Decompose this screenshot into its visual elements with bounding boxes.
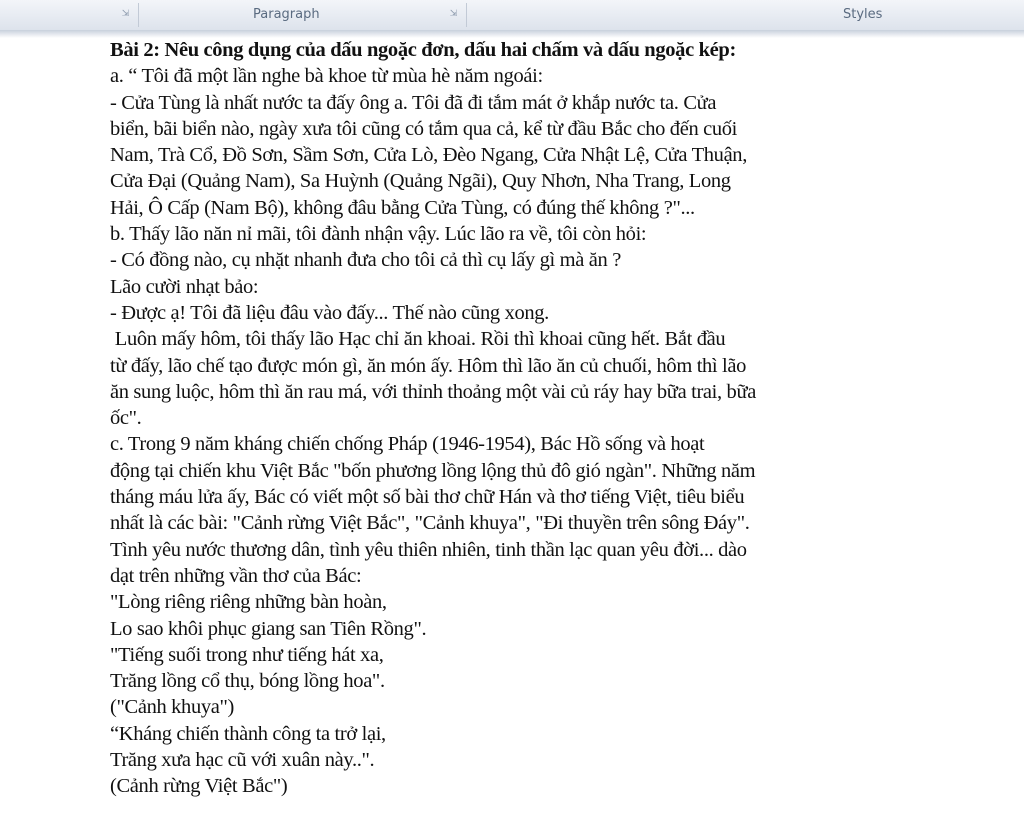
document-heading: Bài 2: Nêu công dụng của dấu ngoặc đơn, dấu hai chấm và dấu ngoặc kép: <box>110 39 736 61</box>
poem-line: Lo sao khôi phục giang san Tiên Rồng". <box>110 617 427 640</box>
document-line: Lão cười nhạt bảo: <box>110 275 259 298</box>
document-body[interactable] <box>110 37 910 800</box>
document-line: Luôn mấy hôm, tôi thấy lão Hạc chỉ ăn khoai. Rồi thì khoai cũng hết. Bắt đầu <box>110 328 726 351</box>
ribbon-divider <box>138 3 139 27</box>
paragraph-group-label: Paragraph <box>253 7 320 22</box>
document-line: từ đấy, lão chế tạo được món gì, ăn món ấy. Hôm thì lão ăn củ chuối, hôm thì lão <box>110 354 747 377</box>
poem-citation: (Cảnh rừng Việt Bắc") <box>110 775 288 798</box>
poem-line: Trăng lồng cổ thụ, bóng lồng hoa". <box>110 670 385 693</box>
document-line: tháng máu lửa ấy, Bác có viết một số bài thơ chữ Hán và thơ tiếng Việt, tiêu biểu <box>110 486 745 509</box>
document-line: ăn sung luộc, hôm thì ăn rau má, với thỉnh thoảng một vài củ ráy hay bữa trai, bữa <box>110 380 756 403</box>
poem-line: Trăng xưa hạc cũ với xuân này..". <box>110 749 375 772</box>
document-line: - Có đồng nào, cụ nhặt nhanh đưa cho tôi cả thì cụ lấy gì mà ăn ? <box>110 249 621 272</box>
document-line: Cửa Đại (Quảng Nam), Sa Huỳnh (Quảng Ngãi), Quy Nhơn, Nha Trang, Long <box>110 170 731 193</box>
document-line: c. Trong 9 năm kháng chiến chống Pháp (1946-1954), Bác Hồ sống và hoạt <box>110 433 705 456</box>
ribbon-divider <box>466 3 467 27</box>
document-line: - Được ạ! Tôi đã liệu đâu vào đấy... Thế nào cũng xong. <box>110 301 549 324</box>
document-line: nhất là các bài: "Cảnh rừng Việt Bắc", "Cảnh khuya", "Đi thuyền trên sông Đáy". <box>110 512 750 535</box>
document-line: Hải, Ô Cấp (Nam Bộ), không đâu bằng Cửa Tùng, có đúng thế không ?"... <box>110 196 695 219</box>
document-line: a. “ Tôi đã một lần nghe bà khoe từ mùa hè năm ngoái: <box>110 65 543 88</box>
document-line: ốc". <box>110 407 142 430</box>
document-line: - Cửa Tùng là nhất nước ta đấy ông a. Tôi đã đi tắm mát ở khắp nước ta. Cửa <box>110 91 717 114</box>
document-line: dạt trên những vần thơ của Bác: <box>110 564 362 587</box>
ribbon-bar <box>0 0 1024 31</box>
document-line: b. Thấy lão năn nỉ mãi, tôi đành nhận vậy. Lúc lão ra về, tôi còn hỏi: <box>110 223 647 246</box>
document-line: biển, bãi biển nào, ngày xưa tôi cũng có tắm qua cả, kể từ đầu Bắc cho đến cuối <box>110 117 738 140</box>
document-line: Tình yêu nước thương dân, tình yêu thiên nhiên, tinh thần lạc quan yêu đời... dào <box>110 538 747 561</box>
font-dialog-launcher-icon[interactable]: ⇲ <box>121 9 130 19</box>
poem-line: "Tiếng suối trong như tiếng hát xa, <box>110 643 384 666</box>
paragraph-dialog-launcher-icon[interactable]: ⇲ <box>449 9 458 19</box>
poem-citation: ("Cảnh khuya") <box>110 696 234 719</box>
poem-line: “Kháng chiến thành công ta trở lại, <box>110 722 386 745</box>
document-line: Nam, Trà Cổ, Đồ Sơn, Sầm Sơn, Cửa Lò, Đèo Ngang, Cửa Nhật Lệ, Cửa Thuận, <box>110 144 747 167</box>
poem-line: "Lòng riêng riêng những bàn hoàn, <box>110 591 387 614</box>
document-line: động tại chiến khu Việt Bắc "bốn phương lồng lộng thủ đô gió ngàn". Những năm <box>110 459 756 482</box>
styles-group-label: Styles <box>843 7 883 22</box>
